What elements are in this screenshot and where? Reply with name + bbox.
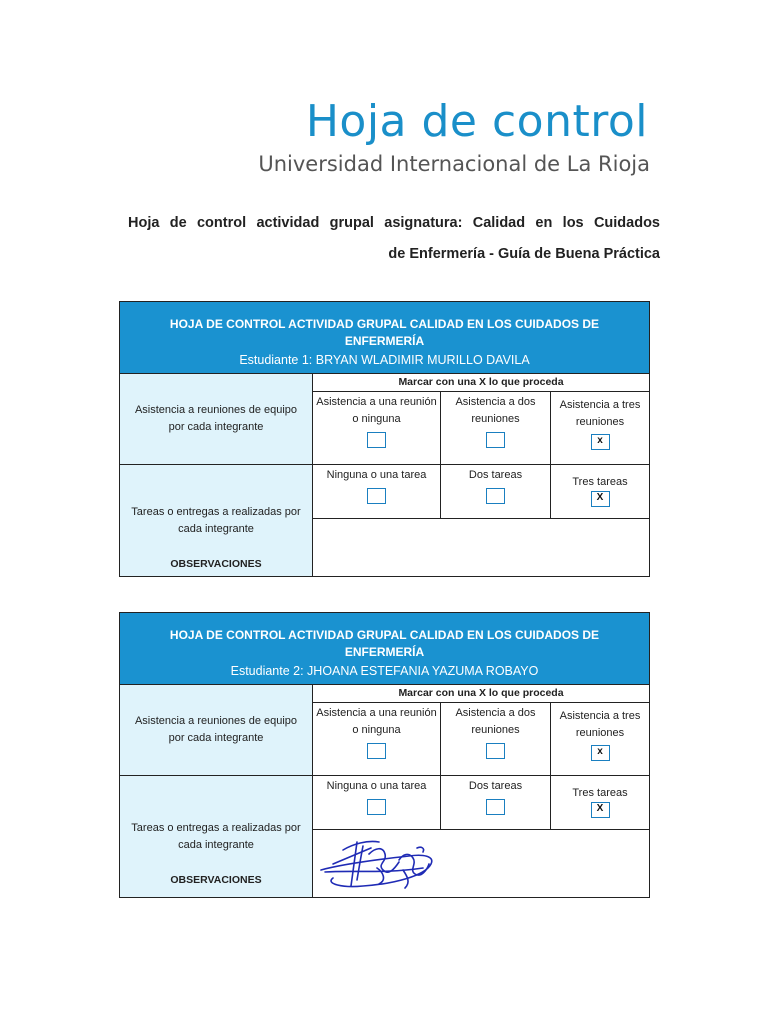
- intro-paragraph: [128, 208, 660, 270]
- attendance-option-three[interactable]: [551, 392, 650, 465]
- checkbox[interactable]: [367, 743, 386, 759]
- attendance-option-three[interactable]: [551, 703, 650, 776]
- student-name: Estudiante 1: BRYAN WLADIMIR MURILLO DAVILA: [239, 353, 530, 367]
- document-subtitle: Universidad Internacional de La Rioja: [258, 152, 650, 176]
- observations-label: OBSERVACIONES: [170, 558, 262, 570]
- table-header: [120, 613, 650, 685]
- signature-image: [313, 834, 443, 894]
- control-table-student-1: [119, 301, 650, 577]
- control-table-student-2: [119, 612, 650, 898]
- attendance-option-two[interactable]: [441, 703, 551, 776]
- checkbox[interactable]: [486, 432, 505, 448]
- checkbox-checked[interactable]: X: [591, 802, 610, 818]
- option-label: Dos tareas: [468, 780, 523, 792]
- intro-line-2-suffix: Guía de Buena Práctica: [498, 246, 660, 262]
- tasks-option-three[interactable]: [551, 465, 650, 519]
- option-label: Tres tareas: [572, 476, 628, 488]
- attendance-option-one[interactable]: [313, 703, 441, 776]
- observations-label: OBSERVACIONES: [170, 874, 262, 886]
- student-name: Estudiante 2: JHOANA ESTEFANIA YAZUMA ROBAYO: [230, 664, 539, 678]
- checkbox-checked[interactable]: X: [591, 491, 610, 507]
- observations-field[interactable]: [313, 519, 650, 577]
- mark-instruction: Marcar con una X lo que proceda: [313, 374, 650, 392]
- table-header: [120, 302, 650, 374]
- observations-field[interactable]: [313, 830, 650, 898]
- checkbox[interactable]: [486, 488, 505, 504]
- tasks-option-three[interactable]: [551, 776, 650, 830]
- checkbox[interactable]: [486, 743, 505, 759]
- option-label: Asistencia a una reunión o ninguna: [316, 707, 437, 736]
- option-label: Asistencia a dos reuniones: [455, 707, 536, 736]
- checkbox[interactable]: [367, 488, 386, 504]
- checkbox[interactable]: [367, 799, 386, 815]
- checkbox-checked[interactable]: x: [591, 745, 610, 761]
- tasks-label: [120, 465, 313, 577]
- tasks-option-one[interactable]: [313, 465, 441, 519]
- option-label: Asistencia a tres reuniones: [559, 710, 641, 739]
- option-label: Asistencia a dos reuniones: [455, 396, 536, 425]
- tasks-option-two[interactable]: [441, 776, 551, 830]
- document-title: Hoja de control: [305, 96, 648, 147]
- attendance-option-two[interactable]: [441, 392, 551, 465]
- checkbox[interactable]: [367, 432, 386, 448]
- option-label: Ninguna o una tarea: [326, 469, 427, 481]
- intro-line-2: [128, 239, 660, 270]
- intro-line-2-prefix: de Enfermería -: [388, 246, 499, 262]
- attendance-option-one[interactable]: [313, 392, 441, 465]
- table-heading: HOJA DE CONTROL ACTIVIDAD GRUPAL CALIDAD EN LOS CUIDADOS DE ENFERMERÍA: [169, 317, 600, 348]
- attendance-label: Asistencia a reuniones de equipo por cada integrante: [120, 685, 313, 776]
- option-label: Ninguna o una tarea: [326, 780, 427, 792]
- option-label: Tres tareas: [572, 787, 628, 799]
- checkbox[interactable]: [486, 799, 505, 815]
- mark-instruction: Marcar con una X lo que proceda: [313, 685, 650, 703]
- option-label: Asistencia a una reunión o ninguna: [316, 396, 437, 425]
- tasks-option-two[interactable]: [441, 465, 551, 519]
- tasks-label: [120, 776, 313, 898]
- option-label: Asistencia a tres reuniones: [559, 399, 641, 428]
- intro-line-1: Hoja de control actividad grupal asignatura: Calidad en los Cuidados: [128, 215, 660, 231]
- tasks-option-one[interactable]: [313, 776, 441, 830]
- checkbox-checked[interactable]: x: [591, 434, 610, 450]
- attendance-label: Asistencia a reuniones de equipo por cada integrante: [120, 374, 313, 465]
- table-heading: HOJA DE CONTROL ACTIVIDAD GRUPAL CALIDAD EN LOS CUIDADOS DE ENFERMERÍA: [169, 628, 600, 659]
- option-label: Dos tareas: [468, 469, 523, 481]
- tasks-label-text: Tareas o entregas a realizadas por cada integrante: [131, 822, 301, 851]
- tasks-label-text: Tareas o entregas a realizadas por cada integrante: [131, 506, 301, 535]
